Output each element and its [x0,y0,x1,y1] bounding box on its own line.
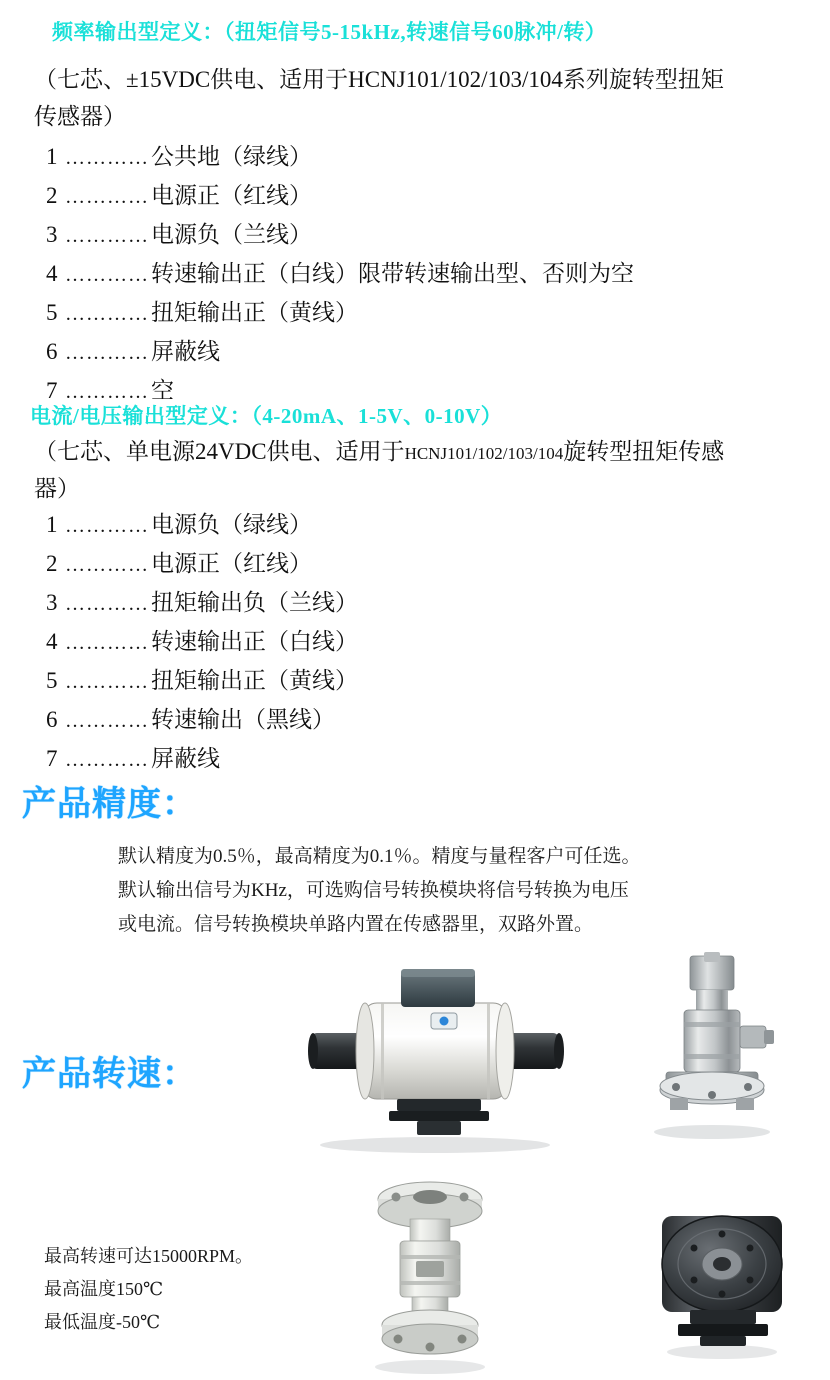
pin-number: 3 [46,222,58,247]
list-item [46,333,634,372]
pin-label: 屏蔽线 [151,339,220,364]
list-item [46,177,634,216]
pin-number: 1 [46,512,58,537]
pin-label: 转速输出正（白线） [151,629,358,654]
frequency-intro-line1: （七芯、±15VDC供电、适用于HCNJ101/102/103/104系列旋转型扭矩 [34,67,724,92]
pin-dots: ………… [65,632,149,654]
pin-number: 7 [46,746,58,771]
pin-number: 5 [46,668,58,693]
list-item [46,255,634,294]
pin-number: 5 [46,300,58,325]
pin-dots: ………… [65,593,149,615]
inline-shaft-torque-sensor-image [305,955,565,1155]
frequency-section-heading: 频率输出型定义：（扭矩信号5-15kHz,转速信号60脉冲/转） [52,20,607,44]
inline-shaft-torque-sensor-graphic [305,955,565,1155]
pin-label: 空 [151,378,174,403]
current-voltage-intro-line2: 器） [34,476,80,501]
flange-torque-sensor-white-graphic [350,1175,510,1375]
flange-torque-sensor-vertical-graphic [640,950,790,1140]
pin-number: 6 [46,339,58,364]
pin-dots: ………… [65,710,149,732]
pin-number: 6 [46,707,58,732]
pin-dots: ………… [65,671,149,693]
frequency-pin-list [46,138,634,411]
pin-label: 公共地（绿线） [151,144,312,169]
list-item [46,623,358,662]
pin-label: 电源负（绿线） [151,512,312,537]
pin-label: 扭矩输出正（黄线） [151,300,358,325]
list-item [46,740,358,779]
pin-label: 扭矩输出正（黄线） [151,668,358,693]
speed-line-2: 最高温度150℃ [44,1279,164,1299]
pin-label: 屏蔽线 [151,746,220,771]
list-item [46,138,634,177]
list-item [46,662,358,701]
list-item [46,294,634,333]
speed-line-3: 最低温度-50℃ [44,1312,161,1332]
list-item [46,506,358,545]
pin-number: 2 [46,551,58,576]
flange-torque-sensor-vertical-image [640,950,790,1140]
pin-label: 转速输出（黑线） [151,707,335,732]
pin-label: 电源正（红线） [151,551,312,576]
list-item [46,701,358,740]
pin-dots: ………… [65,381,149,403]
pin-dots: ………… [65,303,149,325]
accuracy-heading: 产品精度： [22,786,197,823]
pin-dots: ………… [65,342,149,364]
pin-dots: ………… [65,225,149,247]
pin-dots: ………… [65,186,149,208]
pin-number: 1 [46,144,58,169]
current-voltage-pin-list [46,506,358,779]
pin-dots: ………… [65,515,149,537]
cv-intro-pre: （七芯、单电源24VDC供电、适用于 [34,439,405,464]
pin-number: 4 [46,629,58,654]
pin-number: 7 [46,378,58,403]
pin-label: 扭矩输出负（兰线） [151,590,358,615]
frequency-intro-line2: 传感器） [34,104,126,129]
flange-torque-sensor-white-image [350,1175,510,1375]
list-item [46,584,358,623]
pin-number: 4 [46,261,58,286]
pin-label: 电源正（红线） [151,183,312,208]
disc-torque-sensor-black-image [640,1200,805,1360]
accuracy-line-1: 默认精度为0.5％，最高精度为0.1％。精度与量程客户可任选。 [118,846,641,867]
accuracy-line-3: 或电流。信号转换模块单路内置在传感器里，双路外置。 [118,914,594,935]
pin-number: 3 [46,590,58,615]
pin-number: 2 [46,183,58,208]
current-voltage-intro-line1 [34,434,824,472]
pin-dots: ………… [65,264,149,286]
pin-dots: ………… [65,749,149,771]
cv-intro-model: HCNJ101/102/103/104 [404,444,564,463]
current-voltage-section-heading: 电流/电压输出型定义：（4-20mA、1-5V、0-10V） [30,404,503,428]
pin-dots: ………… [65,554,149,576]
cv-intro-post: 旋转型扭矩传感 [563,439,725,464]
list-item [46,545,358,584]
pin-label: 电源负（兰线） [151,222,312,247]
speed-line-1: 最高转速可达15000RPM。 [44,1246,254,1266]
pin-dots: ………… [65,147,149,169]
speed-heading: 产品转速： [22,1056,197,1093]
disc-torque-sensor-black-graphic [640,1200,805,1360]
pin-label: 转速输出正（白线）限带转速输出型、否则为空 [151,261,634,286]
list-item [46,216,634,255]
accuracy-line-2: 默认输出信号为KHz，可选购信号转换模块将信号转换为电压 [118,880,629,901]
